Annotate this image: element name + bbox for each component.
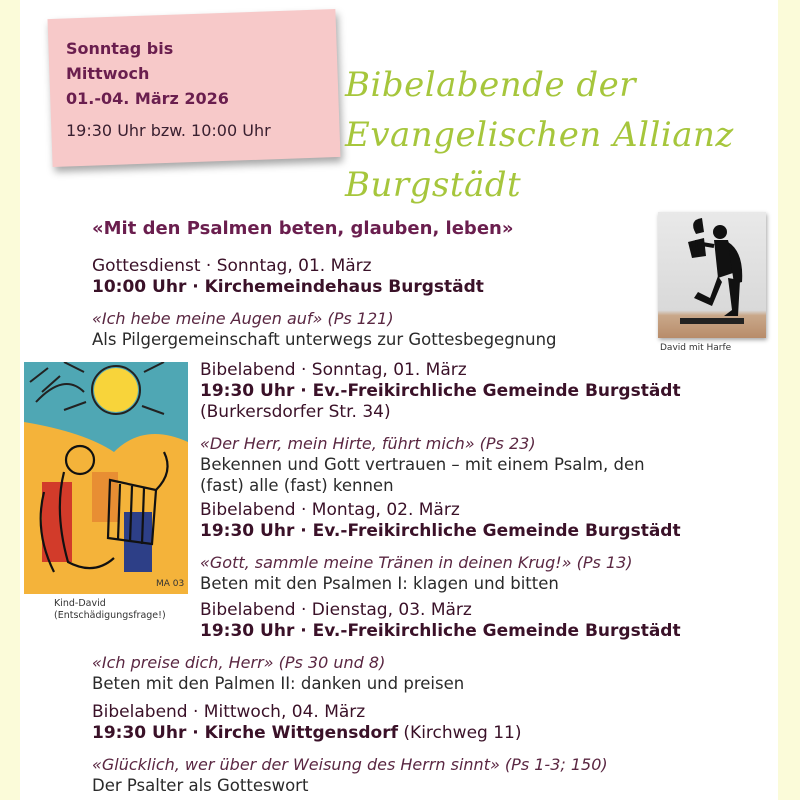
event-gottesdienst (92, 256, 557, 350)
event-address: (Burkersdorfer Str. 34) (200, 402, 391, 422)
event-desc: Der Psalter als Gotteswort (92, 776, 309, 795)
event-bibelabend-mittwoch (92, 702, 608, 796)
event-time-place: 19:30 Uhr · Kirche Wittgensdorf (92, 723, 399, 743)
kind-caption (54, 598, 166, 622)
event-head: Bibelabend · Dienstag, 03. März (200, 600, 472, 620)
date-note-text (66, 36, 271, 140)
kind-signature: MA 03 (156, 579, 185, 589)
event-desc-line1: Bekennen und Gott vertrauen – mit einem Psalm, den (200, 455, 645, 474)
title-line3: Burgstädt (345, 165, 522, 205)
event-quote: «Der Herr, mein Hirte, führt mich» (Ps 23) (200, 434, 536, 453)
event-desc: Beten mit den Palmen II: danken und preisen (92, 674, 465, 693)
note-dates: 01.-04. März 2026 (66, 89, 229, 108)
event-time-place: 19:30 Uhr · Ev.-Freikirchliche Gemeinde Burgstädt (200, 521, 681, 541)
event-bibelabend-dienstag-body (92, 652, 464, 694)
event-time-place: 10:00 Uhr · Kirchemeindehaus Burgstädt (92, 277, 484, 297)
event-head: Bibelabend · Montag, 02. März (200, 500, 460, 520)
page-title (345, 60, 775, 210)
event-time-place: 19:30 Uhr · Ev.-Freikirchliche Gemeinde Burgstädt (200, 381, 681, 401)
event-quote: «Glücklich, wer über der Weisung des Herrn sinnt» (Ps 1-3; 150) (92, 755, 608, 774)
event-time-place-line (92, 723, 608, 744)
event-quote: «Gott, sammle meine Tränen in deinen Krug!» (Ps 13) (200, 553, 633, 572)
event-quote: «Ich hebe meine Augen auf» (Ps 121) (92, 309, 394, 328)
kind-caption-line2: (Entschädigungsfrage!) (54, 610, 166, 621)
event-bibelabend-sonntag (200, 360, 681, 496)
event-head: Bibelabend · Mittwoch, 04. März (92, 702, 366, 722)
david-silhouette-icon (658, 212, 766, 338)
event-bibelabend-dienstag-header (200, 600, 681, 642)
title-line2: Evangelischen Allianz (345, 115, 734, 155)
note-time: 19:30 Uhr bzw. 10:00 Uhr (66, 121, 271, 140)
title-line1: Bibelabende der (345, 65, 637, 105)
event-time-place: 19:30 Uhr · Ev.-Freikirchliche Gemeinde Burgstädt (200, 621, 681, 641)
david-harp-image (658, 212, 766, 338)
event-head: Gottesdienst · Sonntag, 01. März (92, 256, 372, 276)
event-desc: Als Pilgergemeinschaft unterwegs zur Gottesbegegnung (92, 330, 557, 349)
kind-caption-line1: Kind-David (54, 598, 106, 609)
event-bibelabend-montag (200, 500, 681, 594)
event-desc: Beten mit den Psalmen I: klagen und bitten (200, 574, 559, 593)
event-head: Bibelabend · Sonntag, 01. März (200, 360, 467, 380)
event-desc-line2: (fast) alle (fast) kennen (200, 476, 394, 495)
event-quote: «Ich preise dich, Herr» (Ps 30 und 8) (92, 653, 386, 672)
note-days-line2: Mittwoch (66, 64, 150, 83)
kind-david-artwork-icon (24, 362, 188, 594)
series-title: «Mit den Psalmen beten, glauben, leben» (92, 218, 514, 239)
note-days-line1: Sonntag bis (66, 39, 174, 58)
event-address: (Kirchweg 11) (403, 723, 522, 743)
david-caption: David mit Harfe (660, 343, 732, 353)
kind-david-painting (24, 362, 188, 594)
